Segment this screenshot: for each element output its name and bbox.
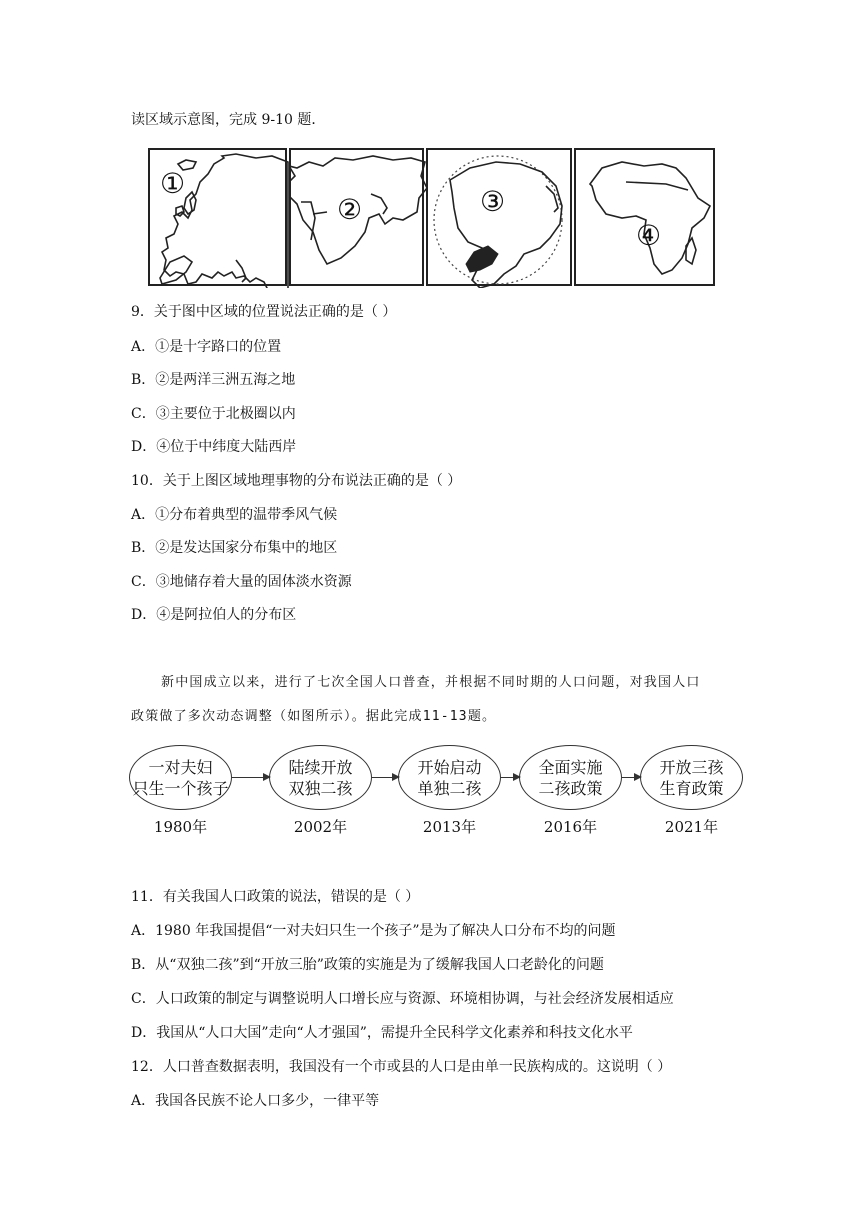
q11-option-d: D．我国从“人口大国”走向“人才强国”，需提升全民科学文化素养和科技文化水平 — [131, 1025, 633, 1041]
map-africa — [574, 148, 715, 286]
flow-node-2021 — [640, 745, 743, 810]
flow-node-2013 — [398, 745, 501, 810]
flow-year-2002: 2002年 — [293, 818, 348, 836]
q10-option-b: B．②是发达国家分布集中的地区 — [131, 540, 338, 556]
flow-year-2013: 2013年 — [422, 818, 477, 836]
q11-stem: 11．有关我国人口政策的说法，错误的是（ ） — [131, 889, 420, 905]
flow-node-text: 单独二孩 — [417, 778, 482, 798]
flow-node-text: 只生一个孩子 — [132, 778, 229, 798]
region-maps — [148, 148, 715, 286]
map-europe — [148, 148, 287, 286]
q10-stem: 10．关于上图区域地理事物的分布说法正确的是（ ） — [131, 473, 462, 489]
q11-13-intro-line2: 政策做了多次动态调整（如图所示）。据此完成11-13题。 — [131, 709, 497, 724]
flow-year-2016: 2016年 — [543, 818, 598, 836]
q10-option-a: A．①分布着典型的温带季风气候 — [131, 507, 338, 523]
q12-stem: 12．人口普查数据表明，我国没有一个市或县的人口是由单一民族构成的。这说明（ ） — [131, 1059, 672, 1075]
flow-node-2016 — [519, 745, 622, 810]
q9-stem: 9．关于图中区域的位置说法正确的是（ ） — [131, 304, 397, 320]
flow-node-2002 — [269, 745, 372, 810]
q10-option-c: C．③地储存着大量的固体淡水资源 — [131, 574, 352, 590]
flow-year-2021: 2021年 — [664, 818, 719, 836]
map-label-2: ② — [337, 193, 363, 226]
flow-arrow — [622, 777, 640, 778]
flow-arrow — [501, 777, 519, 778]
flow-arrow — [372, 777, 398, 778]
map-label-4: ④ — [636, 219, 662, 252]
map-arctic — [426, 148, 572, 286]
policy-flowchart — [129, 745, 739, 840]
flow-year-1980: 1980年 — [153, 818, 208, 836]
q11-option-a: A．1980 年我国提倡“一对夫妇只生一个孩子”是为了解决人口分布不均的问题 — [131, 923, 616, 939]
flow-node-text: 二孩政策 — [538, 778, 603, 798]
flow-node-text: 双独二孩 — [288, 778, 353, 798]
q9-option-d: D．④位于中纬度大陆西岸 — [131, 439, 297, 455]
map-label-1: ① — [160, 167, 186, 200]
flow-node-text: 生育政策 — [659, 778, 724, 798]
q9-option-a: A．①是十字路口的位置 — [131, 339, 282, 355]
q12-option-a: A．我国各民族不论人口多少，一律平等 — [131, 1093, 380, 1109]
flow-node-1980 — [129, 745, 232, 810]
flow-node-text: 全面实施 — [538, 757, 603, 777]
q11-13-intro-line1: 新中国成立以来，进行了七次全国人口普查，并根据不同时期的人口问题，对我国人口 — [161, 675, 701, 690]
q11-option-b: B．从“双独二孩”到“开放三胎”政策的实施是为了缓解我国人口老龄化的问题 — [131, 957, 604, 973]
map-label-3: ③ — [480, 185, 506, 218]
map-middle-east — [289, 148, 424, 286]
flow-node-text: 开放三孩 — [659, 757, 724, 777]
q11-option-c: C．人口政策的制定与调整说明人口增长应与资源、环境相协调，与社会经济发展相适应 — [131, 991, 674, 1007]
flow-node-text: 开始启动 — [417, 757, 482, 777]
q10-option-d: D．④是阿拉伯人的分布区 — [131, 607, 297, 623]
q9-option-b: B．②是两洋三洲五海之地 — [131, 372, 296, 388]
q9-option-c: C．③主要位于北极圈以内 — [131, 406, 296, 422]
flow-node-text: 一对夫妇 — [148, 757, 213, 777]
flow-arrow — [232, 777, 269, 778]
q9-10-intro: 读区域示意图，完成 9-10 题． — [131, 112, 326, 128]
flow-node-text: 陆续开放 — [288, 757, 353, 777]
